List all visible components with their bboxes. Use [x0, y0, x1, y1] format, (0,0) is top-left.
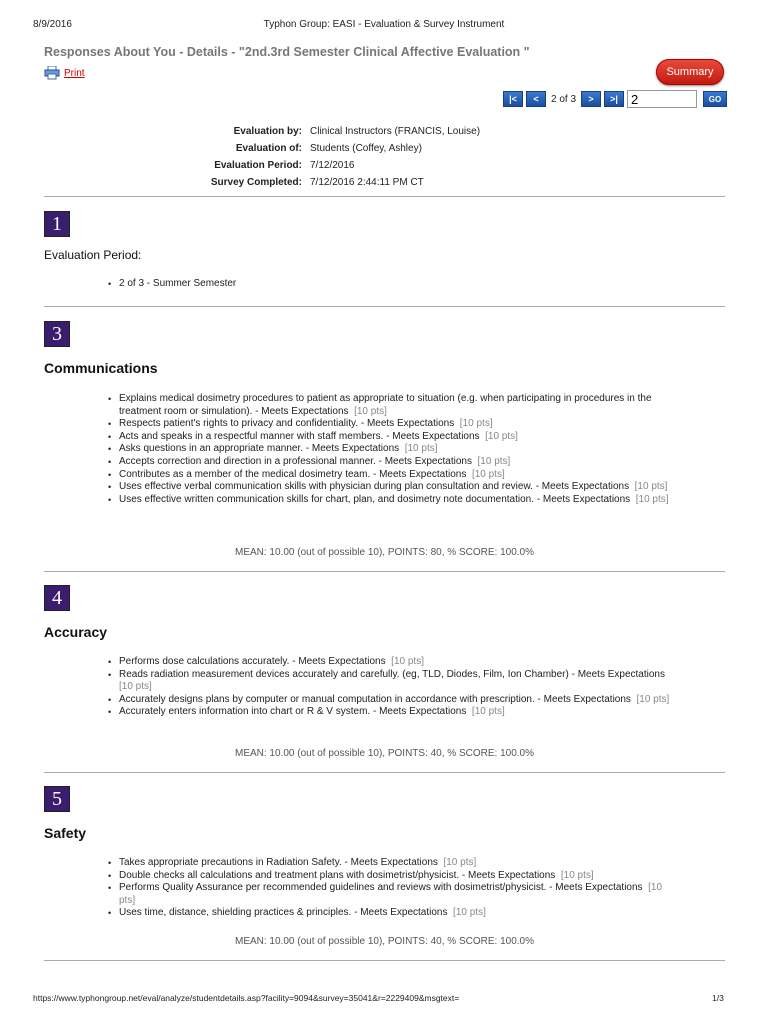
item-text: Accurately enters information into chart or R & V system. - Meets Expectations	[119, 706, 467, 718]
list-item	[119, 393, 679, 418]
item-text: Uses effective written communication skills for chart, plan, and dosimetry note documentation. - Meets Expectations	[119, 493, 631, 505]
print-link[interactable]	[44, 66, 85, 80]
print-date: 8/9/2016	[33, 19, 72, 30]
item-text: 2 of 3 - Summer Semester	[119, 278, 237, 289]
list-item	[119, 656, 679, 669]
list-item	[119, 469, 679, 482]
list-item	[119, 494, 679, 507]
item-points: [10 pts]	[404, 443, 438, 455]
item-points: [10 pts]	[119, 882, 663, 906]
item-text: Uses effective verbal communication skills with physician during plan consultation and review. - Meets Expectations	[119, 481, 630, 493]
section-title: Communications	[44, 360, 158, 376]
item-points: [10 pts]	[636, 693, 670, 705]
summary-button[interactable]: Summary	[656, 59, 724, 85]
item-text: Accurately designs plans by computer or manual computation in accordance with prescription. - Meets Expectations	[119, 693, 631, 705]
footer-url: https://www.typhongroup.net/eval/analyze/studentdetails.asp?facility=9094&survey=35041&r=2229409&msgtext=	[33, 993, 460, 1003]
item-points: [10 pts]	[453, 907, 486, 919]
prev-page-button[interactable]: <	[526, 91, 546, 107]
section-items	[119, 278, 679, 291]
item-text: Explains medical dosimetry procedures to patient as appropriate to situation (e.g. when participating in procedures in the treatment room or simulation). - Meets Expectations	[119, 393, 652, 417]
page-number-input[interactable]	[627, 90, 697, 108]
pager	[503, 90, 727, 108]
info-row	[150, 140, 650, 157]
info-value: 7/12/2016 2:44:11 PM CT	[310, 177, 424, 188]
next-page-button[interactable]: >	[581, 91, 601, 107]
list-item	[119, 278, 679, 291]
item-points: [10 pts]	[459, 418, 493, 430]
info-value: Students (Coffey, Ashley)	[310, 143, 422, 154]
section-mean-score: MEAN: 10.00 (out of possible 10), POINTS: 40, % SCORE: 100.0%	[234, 748, 535, 759]
item-points: [10 pts]	[560, 869, 594, 881]
printer-icon	[44, 66, 60, 80]
list-item	[119, 481, 679, 494]
item-text: Respects patient's rights to privacy and confidentiality. - Meets Expectations	[119, 418, 455, 430]
item-text: Reads radiation measurement devices accurately and carefully. (eg, TLD, Diodes, Film, Ion Chamber) - Meets Expectations	[119, 668, 665, 680]
print-label[interactable]: Print	[64, 67, 85, 79]
list-item	[119, 418, 679, 431]
item-points: [10 pts]	[634, 481, 668, 493]
print-page-title: Typhon Group: EASI - Evaluation & Survey Instrument	[263, 19, 505, 30]
item-text: Asks questions in an appropriate manner. - Meets Expectations	[119, 443, 400, 455]
item-text: Acts and speaks in a respectful manner with staff members. - Meets Expectations	[119, 430, 480, 442]
list-item	[119, 882, 679, 907]
info-label: Evaluation by:	[233, 126, 302, 137]
section-number-badge: 3	[44, 321, 70, 347]
section-number-badge: 4	[44, 585, 70, 611]
info-row	[150, 123, 650, 140]
item-text: Contributes as a member of the medical dosimetry team. - Meets Expectations	[119, 468, 467, 480]
section-items	[119, 656, 679, 719]
list-item	[119, 857, 679, 870]
section-mean-score: MEAN: 10.00 (out of possible 10), POINTS: 80, % SCORE: 100.0%	[234, 547, 535, 558]
info-value: Clinical Instructors (FRANCIS, Louise)	[310, 126, 481, 137]
section-items	[119, 857, 679, 920]
list-item	[119, 456, 679, 469]
divider	[44, 960, 725, 961]
section-items	[119, 393, 679, 506]
evaluation-info	[150, 123, 650, 191]
divider	[44, 571, 725, 572]
section-mean-score: MEAN: 10.00 (out of possible 10), POINTS: 40, % SCORE: 100.0%	[234, 936, 535, 947]
item-points: [10 pts]	[485, 430, 518, 442]
item-points: [10 pts]	[477, 455, 511, 467]
info-label: Evaluation Period:	[214, 160, 302, 171]
item-text: Uses time, distance, shielding practices & principles. - Meets Expectations	[119, 907, 448, 919]
list-item	[119, 706, 679, 719]
section-title: Evaluation Period:	[44, 248, 142, 262]
info-label: Evaluation of:	[235, 143, 302, 154]
section-title: Accuracy	[44, 624, 108, 640]
page-status: 2 of 3	[551, 93, 577, 105]
info-label: Survey Completed:	[210, 177, 302, 188]
section-title: Safety	[44, 825, 87, 841]
page-title: Responses About You - Details - "2nd.3rd Semester Clinical Affective Evaluation "	[44, 45, 530, 59]
item-points: [10 pts]	[443, 857, 477, 868]
item-points: [10 pts]	[391, 656, 424, 667]
first-page-button[interactable]: |<	[503, 91, 523, 107]
info-row	[150, 174, 650, 191]
go-button[interactable]: GO	[703, 91, 727, 107]
item-text: Performs dose calculations accurately. - Meets Expectations	[119, 656, 386, 667]
item-points: [10 pts]	[471, 706, 505, 718]
info-value: 7/12/2016	[310, 160, 355, 171]
section-number-badge: 5	[44, 786, 70, 812]
divider	[44, 306, 725, 307]
footer-page-number: 1/3	[712, 993, 724, 1003]
item-points: [10 pts]	[354, 405, 387, 417]
section-number-badge: 1	[44, 211, 70, 237]
item-text: Performs Quality Assurance per recommended guidelines and reviews with dosimetrist/physicist. - Meets Expectations	[119, 882, 643, 894]
list-item	[119, 694, 679, 707]
list-item	[119, 443, 679, 456]
list-item	[119, 431, 679, 444]
item-points: [10 pts]	[119, 681, 152, 693]
divider	[44, 196, 725, 197]
last-page-button[interactable]: >|	[604, 91, 624, 107]
item-points: [10 pts]	[471, 468, 505, 480]
list-item	[119, 907, 679, 920]
item-text: Takes appropriate precautions in Radiation Safety. - Meets Expectations	[119, 857, 438, 868]
item-text: Double checks all calculations and treatment plans with dosimetrist/physicist. - Meets Expectations	[119, 869, 556, 881]
list-item	[119, 870, 679, 883]
item-points: [10 pts]	[635, 493, 669, 505]
divider	[44, 772, 725, 773]
item-text: Accepts correction and direction in a professional manner. - Meets Expectations	[119, 455, 472, 467]
list-item	[119, 669, 679, 694]
info-row	[150, 157, 650, 174]
